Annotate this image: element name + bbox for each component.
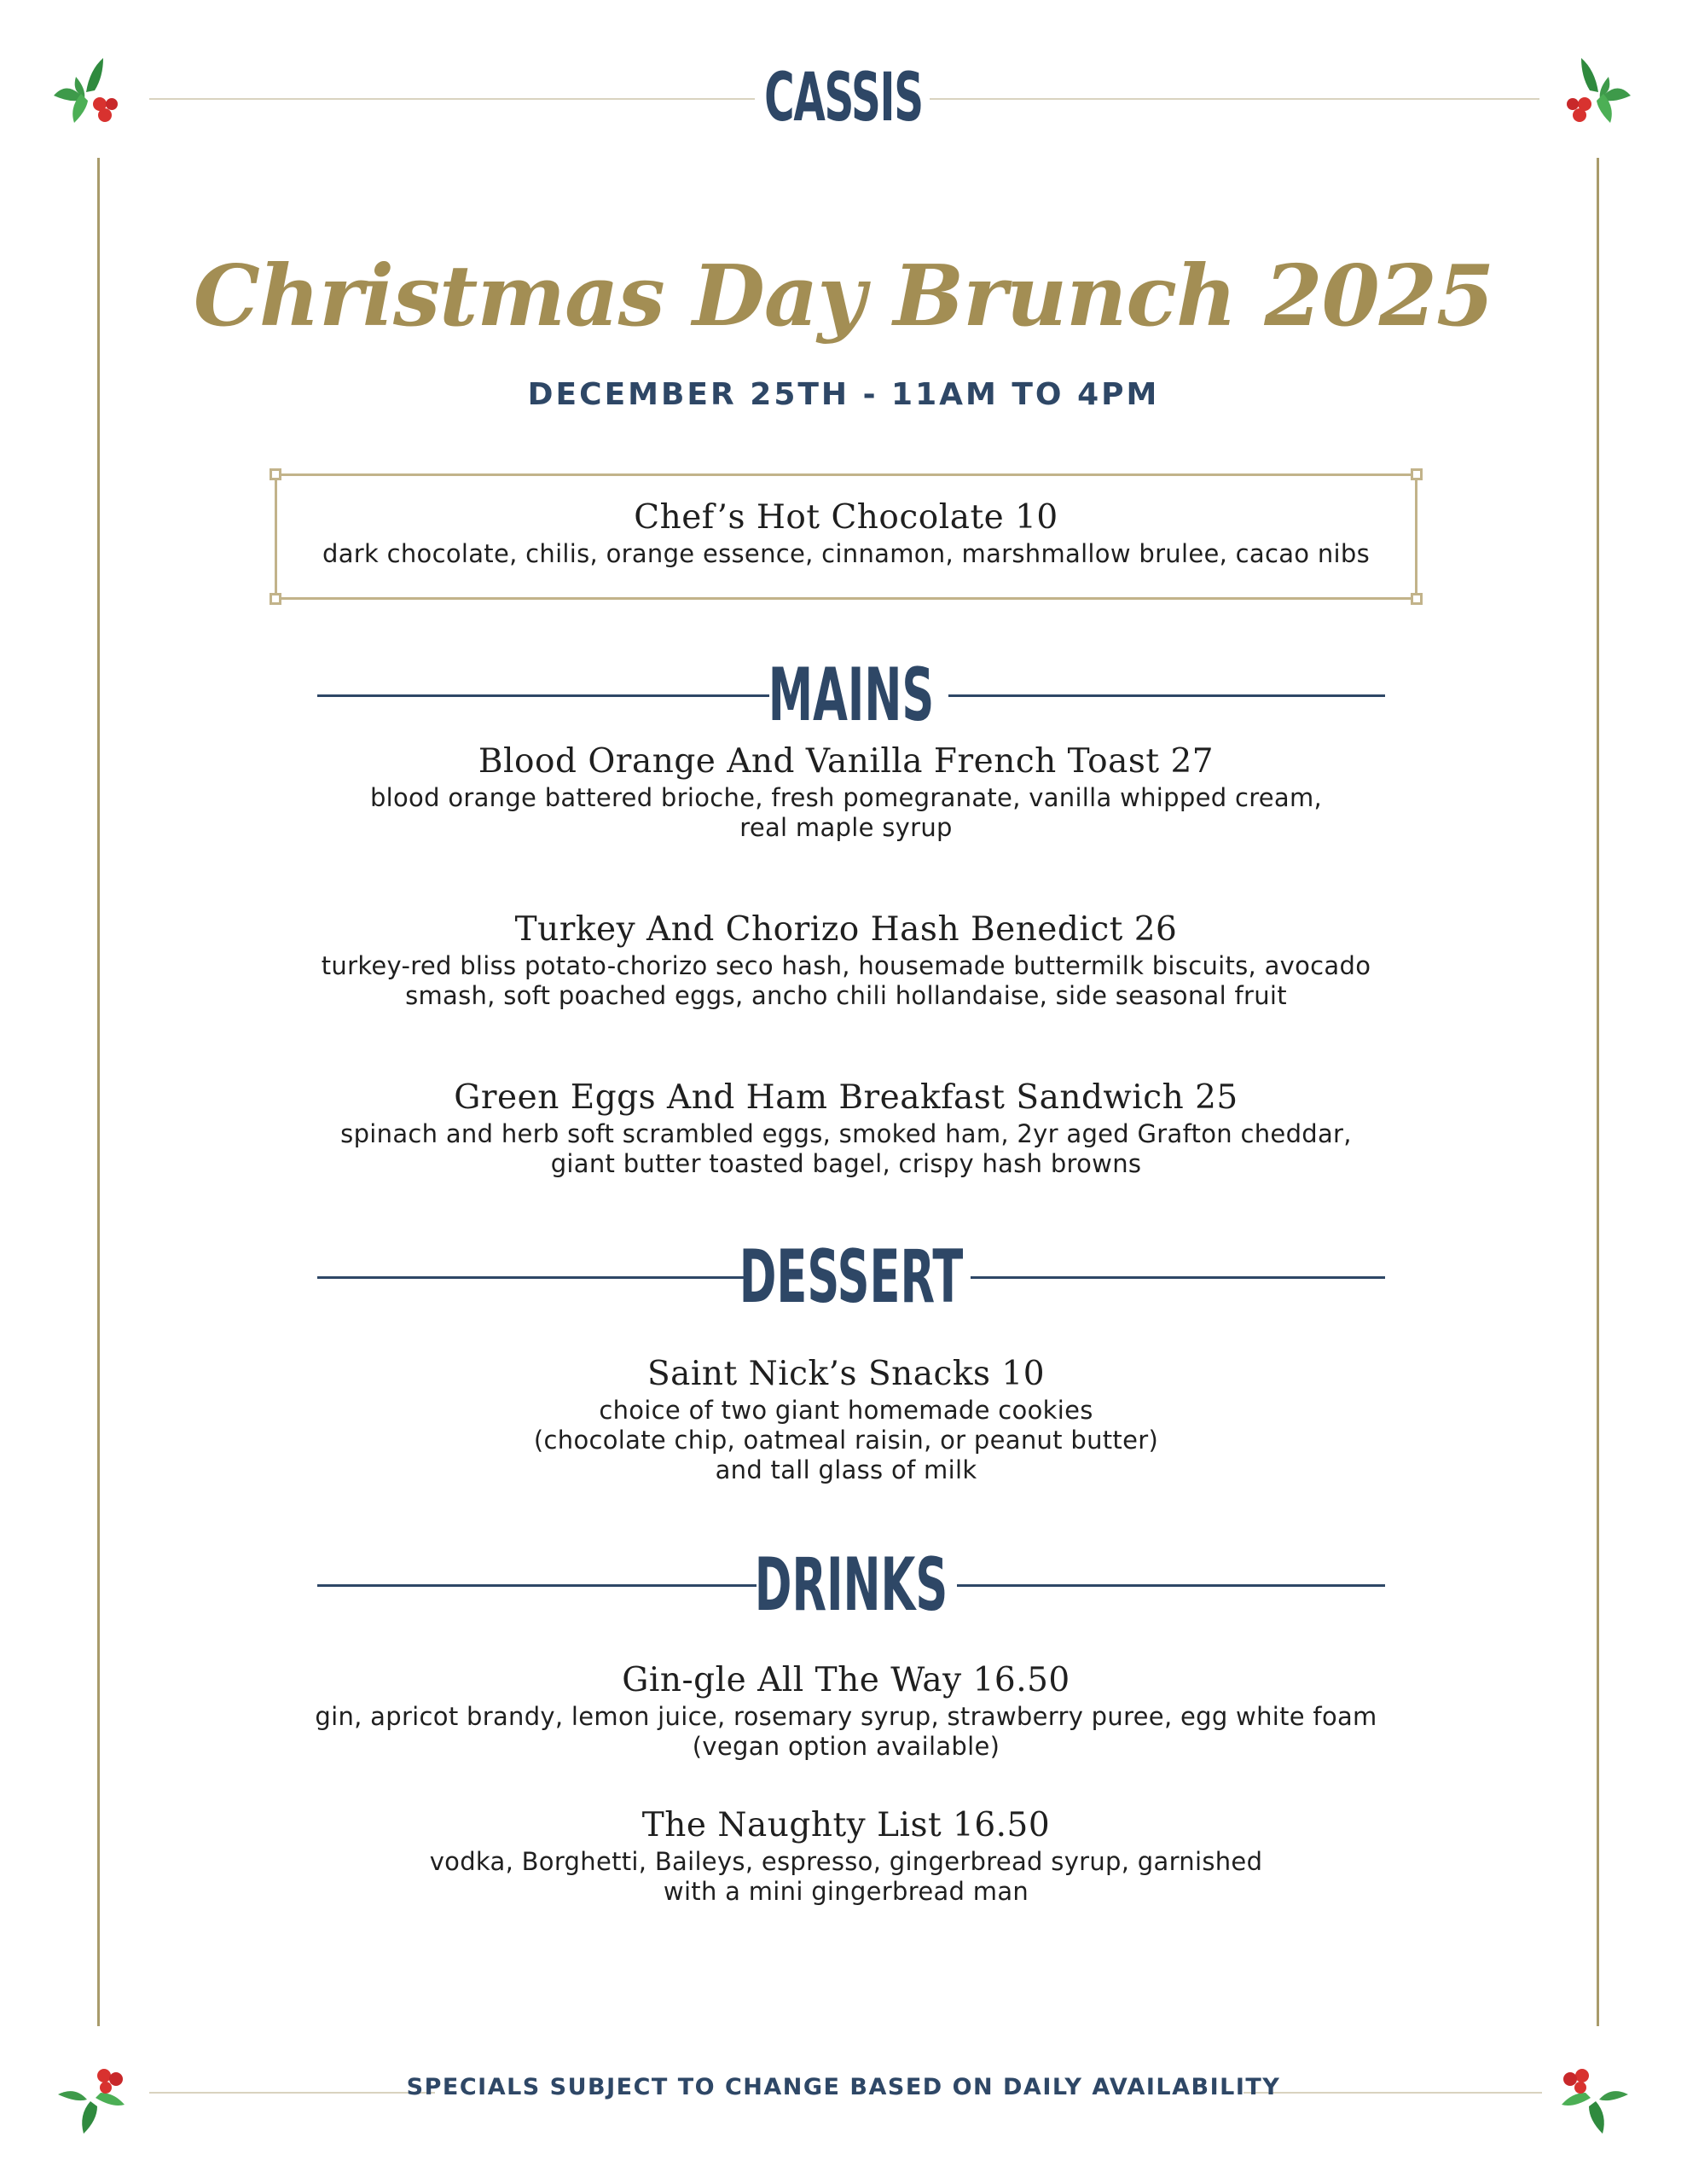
item-desc: (vegan option available) — [692, 1732, 1000, 1761]
menu-item — [275, 909, 1417, 1011]
menu-item — [275, 1077, 1417, 1179]
item-desc: dark chocolate, chilis, orange essence, cinnamon, marshmallow brulee, cacao nibs — [322, 539, 1370, 568]
section-mains — [317, 653, 1385, 738]
holly-icon — [47, 51, 124, 128]
item-desc: turkey-red bliss potato-chorizo seco hash, housemade buttermilk biscuits, avocado — [321, 951, 1371, 980]
item-desc: with a mini gingerbread man — [663, 1877, 1029, 1906]
brand-logo: CASSIS — [764, 60, 923, 136]
item-name: Blood Orange And Vanilla French Toast 27 — [478, 742, 1215, 781]
holly-icon — [1561, 51, 1638, 128]
menu-item — [275, 1353, 1417, 1485]
box-corner — [1411, 593, 1423, 605]
item-desc: giant butter toasted bagel, crispy hash browns — [550, 1149, 1142, 1178]
event-date-time: DECEMBER 25TH - 11AM TO 4PM — [527, 377, 1160, 412]
page-title: Christmas Day Brunch 2025 — [193, 247, 1494, 346]
left-border — [97, 158, 100, 2026]
section-heading: DESSERT — [739, 1234, 964, 1320]
footer-note: SPECIALS SUBJECT TO CHANGE BASED ON DAILY AVAILABILITY — [406, 2074, 1281, 2100]
item-desc: (chocolate chip, oatmeal raisin, or peanut butter) — [533, 1426, 1159, 1455]
section-dessert — [317, 1234, 1385, 1320]
menu-item — [275, 1659, 1417, 1762]
item-desc: spinach and herb soft scrambled eggs, smoked ham, 2yr aged Grafton cheddar, — [340, 1119, 1352, 1148]
section-heading: MAINS — [768, 653, 935, 738]
item-desc: smash, soft poached eggs, ancho chili hollandaise, side seasonal fruit — [405, 981, 1287, 1010]
right-border — [1597, 158, 1599, 2026]
item-desc: blood orange battered brioche, fresh pomegranate, vanilla whipped cream, — [369, 783, 1323, 812]
item-name: Gin-gle All The Way 16.50 — [622, 1661, 1070, 1699]
item-desc: choice of two giant homemade cookies — [599, 1396, 1093, 1425]
box-corner — [1411, 468, 1423, 480]
item-desc: gin, apricot brandy, lemon juice, rosemary syrup, strawberry puree, egg white foam — [315, 1702, 1377, 1731]
box-corner — [270, 593, 281, 605]
item-desc: and tall glass of milk — [715, 1455, 977, 1484]
section-drinks — [317, 1542, 1385, 1628]
item-name: Saint Nick’s Snacks 10 — [646, 1355, 1046, 1393]
menu-item — [275, 741, 1417, 843]
item-name: Green Eggs And Ham Breakfast Sandwich 25 — [454, 1078, 1238, 1117]
item-name: Turkey And Chorizo Hash Benedict 26 — [514, 910, 1178, 949]
box-corner — [270, 468, 281, 480]
item-desc: real maple syrup — [739, 813, 953, 842]
item-name: The Naughty List 16.50 — [641, 1806, 1051, 1844]
item-desc: vodka, Borghetti, Baileys, espresso, gingerbread syrup, garnished — [429, 1847, 1263, 1876]
menu-item — [275, 1804, 1417, 1907]
item-name: Chef’s Hot Chocolate 10 — [634, 498, 1058, 537]
section-heading: DRINKS — [754, 1542, 948, 1628]
featured-item — [275, 497, 1417, 569]
